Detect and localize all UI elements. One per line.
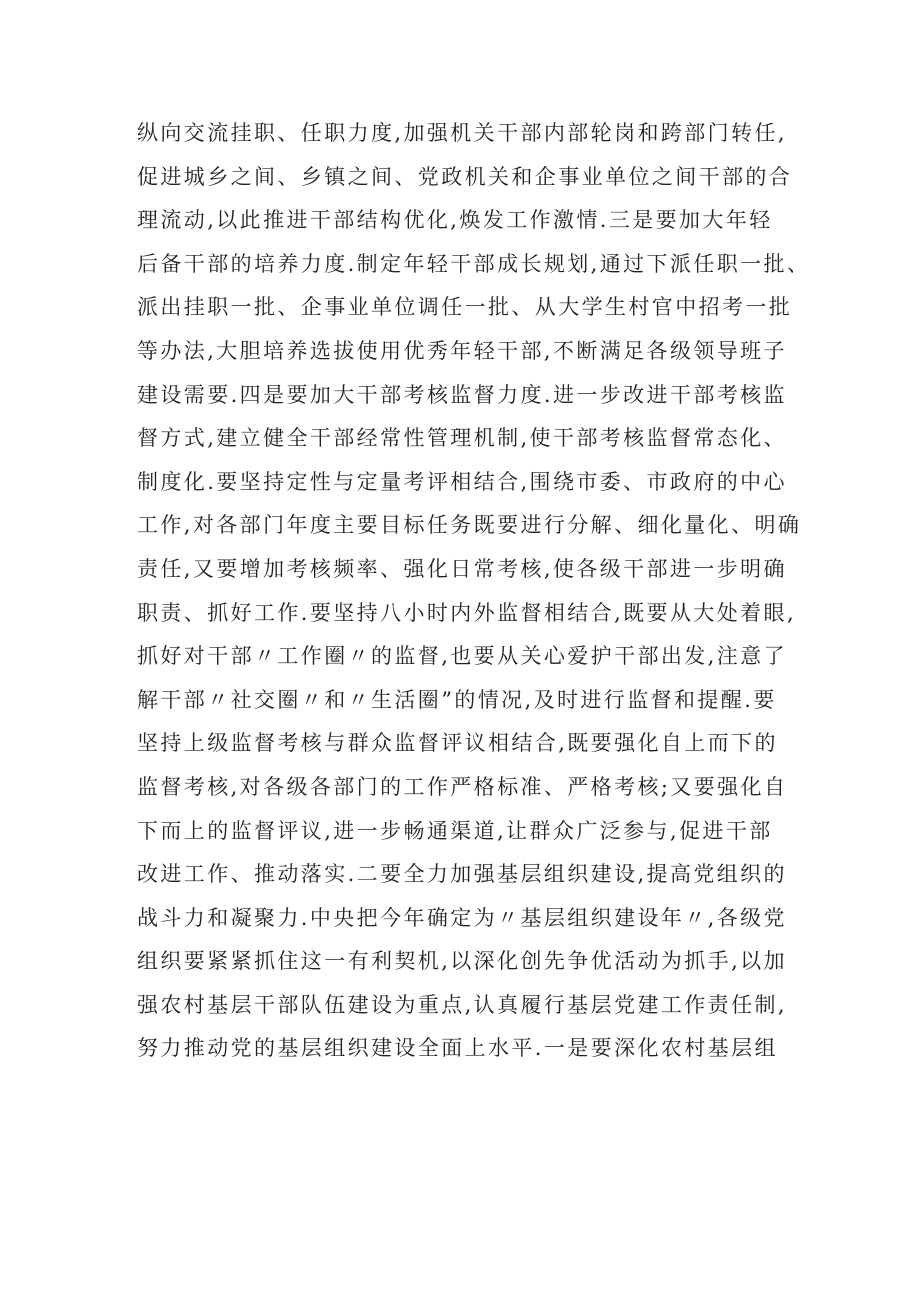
text-line: 派出挂职一批、企事业单位调任一批、从大学生村官中招考一批 (137, 295, 793, 320)
text-line: 纵向交流挂职、任职力度,加强机关干部内部轮岗和跨部门转任, (137, 121, 787, 145)
text-line: 努力推动党的基层组织建设全面上水平.一是要深化农村基层组 (137, 1036, 778, 1061)
body-paragraph (137, 112, 817, 1071)
text-line: 解干部〃社交圈〃和〃生活圈”的情况,及时进行监督和提醒.要 (137, 687, 777, 712)
text-line: 理流动,以此推进干部结构优化,焕发工作激情.三是要加大年轻 (137, 208, 773, 233)
text-line: 职责、抓好工作.要坚持八小时内外监督相结合,既要从大处着眼, (137, 600, 797, 625)
text-line: 强农村基层干部队伍建设为重点,认真履行基层党建工作责任制, (137, 992, 787, 1017)
text-line: 监督考核,对各级各部门的工作严格标准、严格考核;又要强化自 (137, 774, 788, 799)
text-line: 促进城乡之间、乡镇之间、党政机关和企事业单位之间干部的合 (137, 164, 793, 189)
text-line: 工作,对各部门年度主要目标任务既要进行分解、细化量化、明确 (137, 513, 802, 538)
text-line: 后备干部的培养力度.制定年轻干部成长规划,通过下派任职一批、 (137, 251, 811, 276)
text-line: 责任,又要增加考核频率、强化日常考核,使各级干部进一步明确 (137, 556, 787, 581)
text-line: 坚持上级监督考核与群众监督评议相结合,既要强化自上而下的 (137, 731, 778, 756)
text-line: 制度化.要坚持定性与定量考评相结合,围绕市委、市政府的中心 (137, 469, 787, 494)
text-line: 战斗力和凝聚力.中央把今年确定为〃基层组织建设年〃,各级党 (137, 905, 787, 930)
text-line: 组织要紧紧抓住这一有利契机,以深化创先争优活动为抓手,以加 (137, 949, 787, 974)
text-line: 下而上的监督评议,进一步畅通渠道,让群众广泛参与,促进干部 (137, 818, 773, 843)
text-line: 督方式,建立健全干部经常性管理机制,使干部考核监督常态化、 (137, 426, 787, 451)
text-line: 抓好对干部〃工作圈〃的监督,也要从关心爱护干部出发,注意了 (137, 644, 787, 669)
text-line: 建设需要.四是要加大干部考核监督力度.进一步改进干部考核监 (137, 382, 787, 407)
text-line: 等办法,大胆培养选拔使用优秀年轻干部,不断满足各级领导班子 (137, 338, 787, 363)
text-line: 改进工作、推动落实.二要全力加强基层组织建设,提高党组织的 (137, 862, 787, 887)
